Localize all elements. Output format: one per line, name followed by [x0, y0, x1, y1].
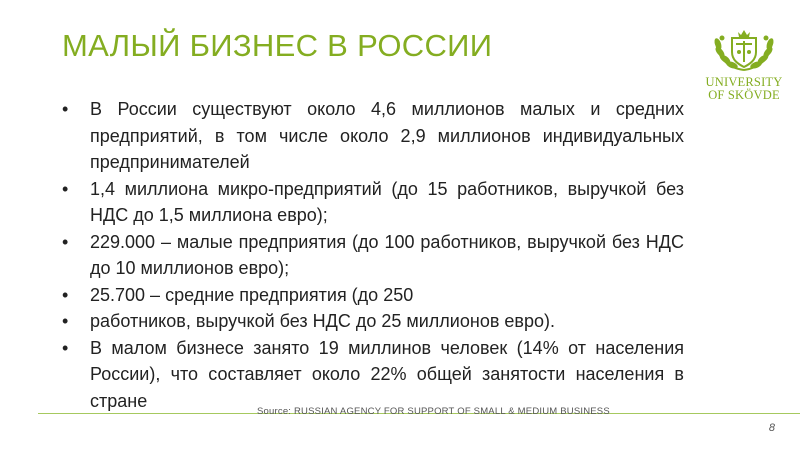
page-number: 8	[768, 422, 775, 434]
bullet-list	[90, 96, 684, 414]
slide-title: МАЛЫЙ БИЗНЕС В РОССИИ	[62, 28, 493, 63]
logo-line-2: OF SKÖVDE	[708, 88, 780, 102]
source-note: Source: RUSSIAN AGENCY FOR SUPPORT OF SMALL & MEDIUM BUSINESS	[257, 406, 610, 417]
logo-line-1: UNIVERSITY	[705, 75, 783, 89]
bullet-item: • В малом бизнесе занято 19 миллинов человек (14% от населения России), что составляет около 22% общей занятости населения в стране	[90, 335, 684, 415]
university-logo-text	[690, 76, 798, 102]
bullet-item: • 229.000 – малые предприятия (до 100 работников, выручкой без НДС до 10 миллионов евро);	[90, 229, 684, 282]
bullet-item: • 25.700 – средние предприятия (до 250	[90, 282, 684, 309]
bullet-item: • В России существуют около 4,6 миллионов малых и средних предприятий, в том числе около 2,9 миллионов индивидуальных предпринимателей	[90, 96, 684, 176]
bullet-item: • 1,4 миллиона микро-предприятий (до 15 работников, выручкой без НДС до 1,5 миллиона евро);	[90, 176, 684, 229]
bullet-item: • работников, выручкой без НДС до 25 миллионов евро).	[90, 308, 684, 335]
